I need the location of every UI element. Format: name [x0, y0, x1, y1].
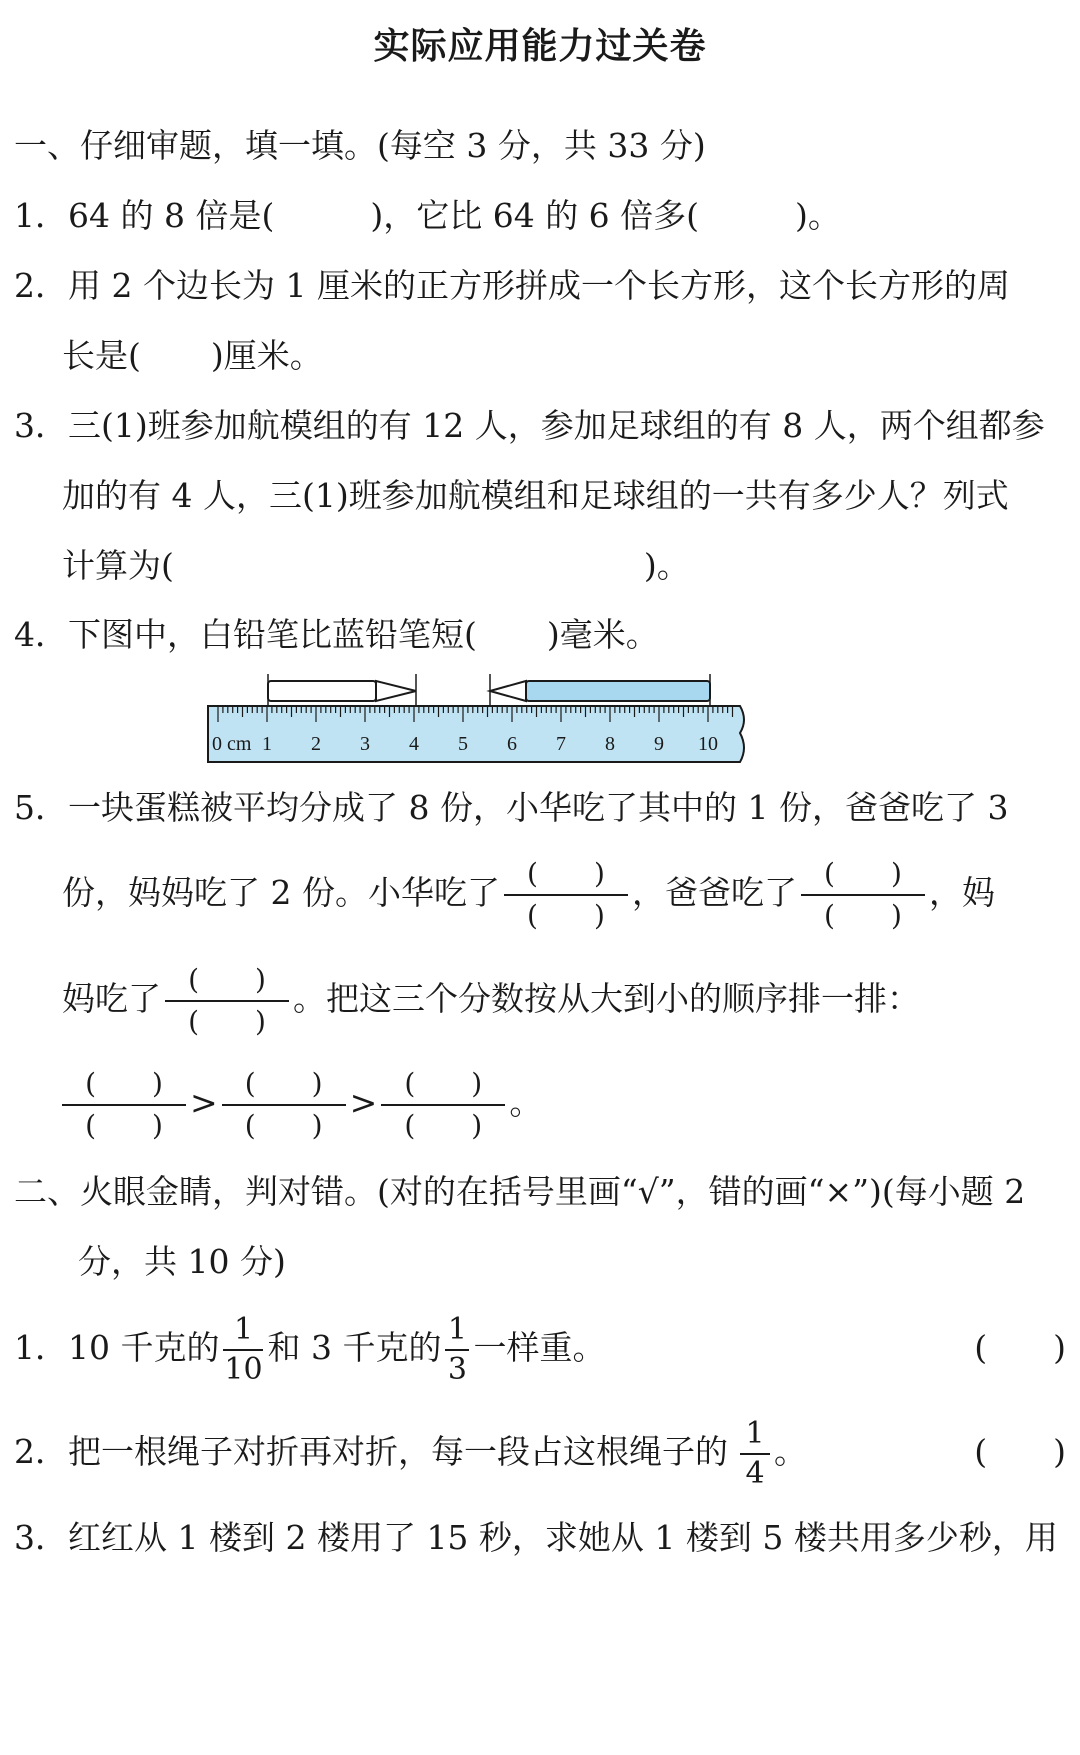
fraction-blank[interactable]: $\frac{( )}{( )}$ [504, 854, 628, 936]
fraction-blank[interactable]: $\frac{( )}{( )}$ [222, 1064, 346, 1146]
ruler-tick-label: 5 [458, 733, 468, 755]
fraction-blank[interactable]: $\frac{( )}{( )}$ [801, 854, 925, 936]
ruler-tick-label: 1 [262, 733, 272, 755]
ruler-tick-label: 6 [507, 733, 517, 755]
question-1-2-line2: 长是( )厘米。 [62, 336, 323, 375]
answer-paren[interactable]: ( ) [974, 1432, 1066, 1471]
fraction-blank[interactable]: $\frac{( )}{( )}$ [165, 960, 289, 1042]
ruler-tick-label: 3 [360, 733, 370, 755]
fraction: $\frac{1}{10}$ [224, 1312, 263, 1387]
page-title: 实际应用能力过关卷 [373, 26, 707, 67]
ruler-tick-label: 0 cm [212, 733, 252, 755]
question-1-3-line3: 计算为( )。 [62, 546, 690, 585]
white-pencil-icon [268, 674, 416, 706]
blue-pencil-icon [490, 674, 710, 706]
question-1-5-line4: $\frac{( )}{( )}$ > $\frac{( )}{( )}$ > $\frac{( )}{( )}$ 。 [58, 1062, 542, 1146]
ruler-illustration [200, 670, 760, 770]
ruler-tick-label: 10 [698, 733, 718, 755]
fraction-blank[interactable]: $\frac{( )}{( )}$ [381, 1064, 505, 1146]
question-2-3: 3．红红从 1 楼到 2 楼用了 15 秒，求她从 1 楼到 5 楼共用多少秒，用 [14, 1518, 1058, 1557]
ruler-tick-label: 2 [311, 733, 321, 755]
question-1-2-line1: 2．用 2 个边长为 1 厘米的正方形拼成一个长方形，这个长方形的周 [14, 266, 1010, 305]
ruler-tick-label: 4 [409, 733, 419, 755]
answer-paren[interactable]: ( ) [974, 1328, 1066, 1367]
ruler-tick-label: 8 [605, 733, 615, 755]
ruler-tick-label: 7 [556, 733, 566, 755]
section2-heading-line2: 分，共 10 分) [78, 1242, 286, 1281]
question-1-4: 4．下图中，白铅笔比蓝铅笔短( )毫米。 [14, 615, 659, 654]
fraction: $\frac{1}{4}$ [740, 1415, 770, 1493]
question-1-5-line3: 妈吃了 $\frac{( )}{( )}$ 。把这三个分数按从大到小的顺序排一排： [62, 958, 920, 1042]
fraction-blank[interactable]: $\frac{( )}{( )}$ [62, 1064, 186, 1146]
ruler-tick-label: 9 [654, 733, 664, 755]
section1-heading: 一、仔细审题，填一填。(每空 3 分，共 33 分) [14, 126, 706, 165]
question-1-3-line2: 加的有 4 人，三(1)班参加航模组和足球组的一共有多少人？列式 [62, 476, 1009, 515]
section2-heading-line1: 二、火眼金睛，判对错。(对的在括号里画“√”，错的画“×”)(每小题 2 [14, 1172, 1026, 1211]
question-1-5-line1: 5．一块蛋糕被平均分成了 8 份，小华吃了其中的 1 份，爸爸吃了 3 [14, 788, 1009, 827]
question-1-5-line2: 份，妈妈吃了 2 份。小华吃了 $\frac{( )}{( )}$ ，爸爸吃了 $\frac{( )}{( )}$ ，妈 [62, 852, 995, 936]
question-1-1: 1．64 的 8 倍是( )，它比 64 的 6 倍多( )。 [14, 196, 841, 235]
question-2-1: 1．10 千克的 $\frac{1}{10}$ 和 3 千克的 $\frac{1}{3}$ 一样重。 ( ) [14, 1308, 1066, 1389]
question-1-3-line1: 3．三(1)班参加航模组的有 12 人，参加足球组的有 8 人，两个组都参 [14, 406, 1045, 445]
question-2-2: 2．把一根绳子对折再对折，每一段占这根绳子的 $\frac{1}{4}$ 。 ( ) [14, 1412, 1066, 1493]
fraction: $\frac{1}{3}$ [445, 1311, 469, 1389]
